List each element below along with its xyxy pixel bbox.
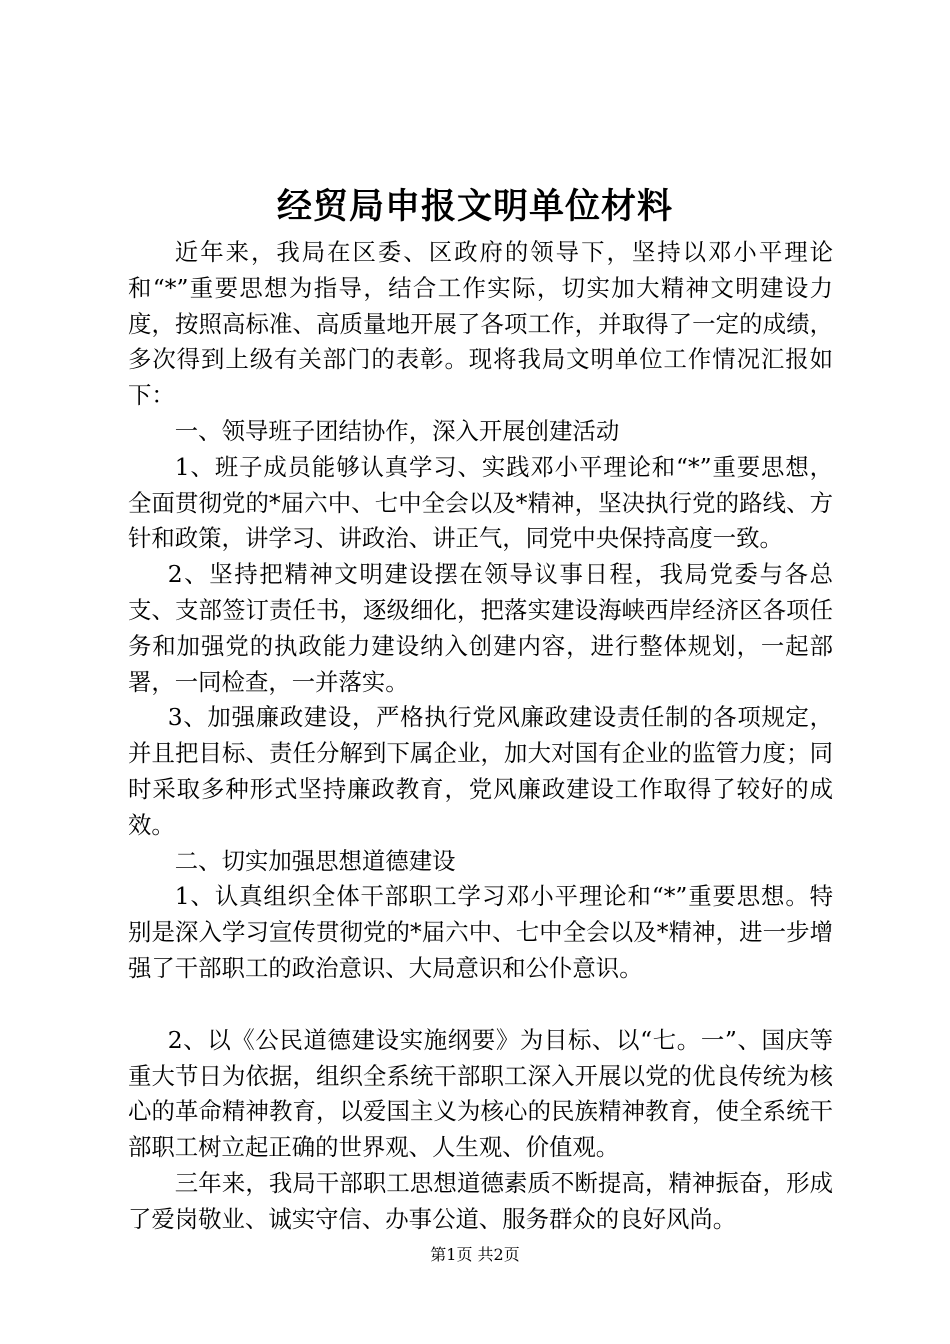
paragraph-summary: 三年来，我局干部职工思想道德素质不断提高，精神振奋，形成了爱岗敬业、诚实守信、办事公道、服务群众的良好风尚。 [128, 1168, 833, 1233]
intro-paragraph: 近年来，我局在区委、区政府的领导下，坚持以邓小平理论和“*”重要思想为指导，结合工作实际，切实加大精神文明建设力度，按照高标准、高质量地开展了各项工作，并取得了一定的成绩，多次得到上级有关部门的表彰。现将我局文明单位工作情况汇报如下： [128, 238, 833, 410]
paragraph-2-1: 1、认真组织全体干部职工学习邓小平理论和“*”重要思想。特别是深入学习宣传贯彻党的*届六中、七中全会以及*精神，进一步增强了干部职工的政治意识、大局意识和公仆意识。 [128, 882, 833, 982]
page-number: 第1页 共2页 [430, 1245, 520, 1264]
paragraph-1-2: 2、坚持把精神文明建设摆在领导议事日程，我局党委与各总支、支部签订责任书，逐级细化，把落实建设海峡西岸经济区各项任务和加强党的执政能力建设纳入创建内容，进行整体规划，一起部署，一同检查，一并落实。 [128, 560, 833, 696]
section-heading-2: 二、切实加强思想道德建设 [174, 846, 456, 875]
section-heading-1: 一、领导班子团结协作，深入开展创建活动 [174, 416, 620, 445]
document-title: 经贸局申报文明单位材料 [276, 187, 673, 227]
paragraph-1-1: 1、班子成员能够认真学习、实践邓小平理论和“*”重要思想，全面贯彻党的*届六中、七中全会以及*精神，坚决执行党的路线、方针和政策，讲学习、讲政治、讲正气，同党中央保持高度一致。 [128, 452, 833, 553]
paragraph-1-3: 3、加强廉政建设，严格执行党风廉政建设责任制的各项规定，并且把目标、责任分解到下属企业，加大对国有企业的监管力度；同时采取多种形式坚持廉政教育，党风廉政建设工作取得了较好的成效。 [128, 703, 833, 839]
paragraph-2-2: 2、以《公民道德建设实施纲要》为目标、以“七。一”、国庆等重大节日为依据，组织全系统干部职工深入开展以党的优良传统为核心的革命精神教育，以爱国主义为核心的民族精神教育，使全系统干部职工树立起正确的世界观、人生观、价值观。 [128, 1025, 833, 1162]
document-body [128, 235, 833, 1238]
